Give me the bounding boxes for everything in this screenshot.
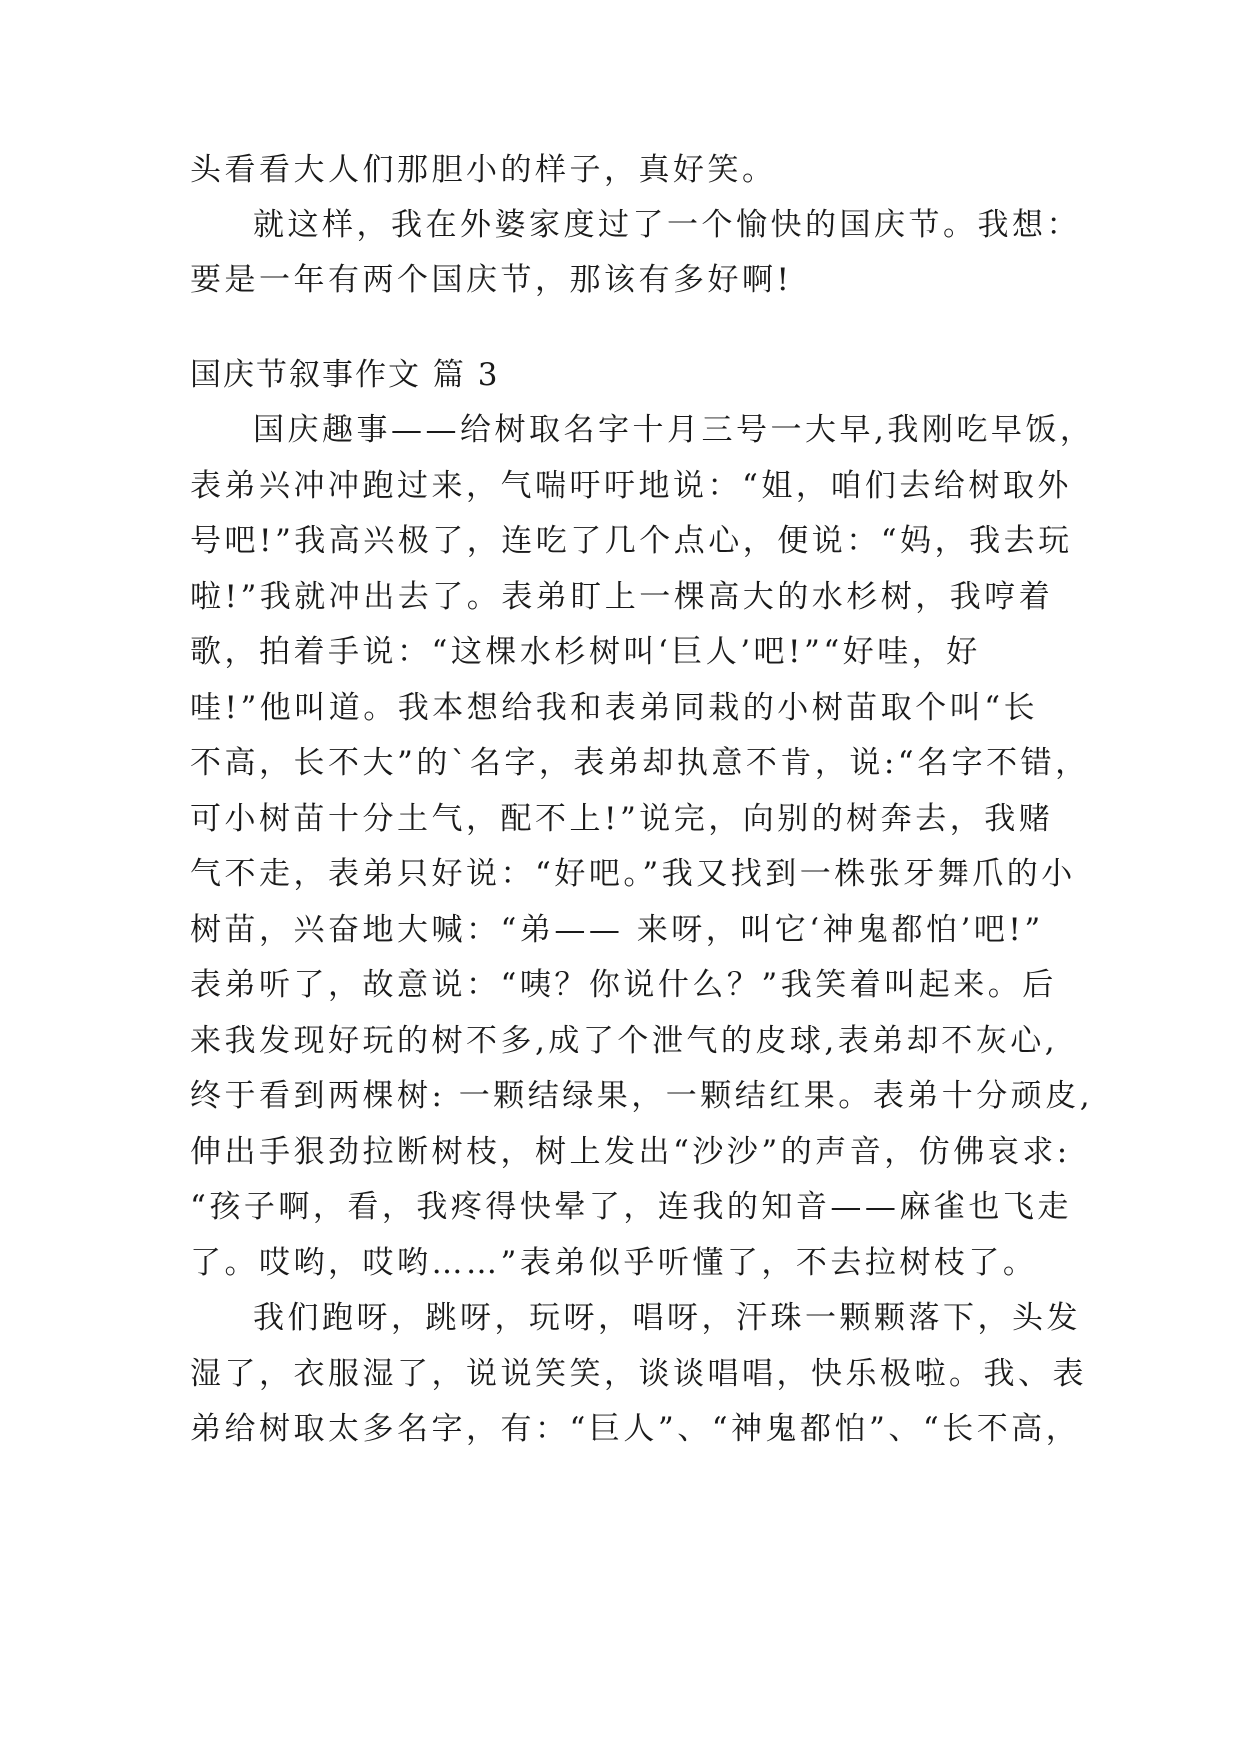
text-line: 可小树苗十分土气，配不上!”说完，向别的树奔去，我赌 bbox=[190, 801, 1054, 837]
text-line: 表弟兴冲冲跑过来，气喘吁吁地说：“姐，咱们去给树取外 bbox=[190, 468, 1072, 504]
text-line: 我们跑呀，跳呀，玩呀，唱呀，汗珠一颗颗落下，头发 bbox=[253, 1300, 1081, 1336]
text-line: “孩子啊，看，我疼得快晕了，连我的知音——麻雀也飞走 bbox=[190, 1189, 1072, 1225]
text-line: 树苗，兴奋地大喊：“弟—— 来呀，叫它‘神鬼都怕’吧!” bbox=[190, 912, 1044, 948]
text-line: 啦!”我就冲出去了。表弟盯上一棵高大的水杉树，我哼着 bbox=[190, 579, 1054, 615]
text-line: 头看看大人们那胆小的样子，真好笑。 bbox=[190, 152, 777, 188]
text-line: 要是一年有两个国庆节，那该有多好啊! bbox=[190, 262, 793, 298]
text-line: 弟给树取太多名字，有：“巨人”、“神鬼都怕”、“长不高， bbox=[190, 1411, 1081, 1447]
text-line: 终于看到两棵树: 一颗结绿果，一颗结红果。表弟十分顽皮, bbox=[190, 1078, 1094, 1114]
text-line: 湿了，衣服湿了，说说笑笑，谈谈唱唱，快乐极啦。我、表 bbox=[190, 1356, 1087, 1392]
text-line: 不高，长不大”的`名字，表弟却执意不肯，说:“名字不错， bbox=[190, 745, 1090, 781]
section-heading: 国庆节叙事作文 篇 3 bbox=[190, 357, 500, 393]
text-line: 气不走，表弟只好说：“好吧。”我又找到一株张牙舞爪的小 bbox=[190, 856, 1076, 892]
text-line: 歌，拍着手说：“这棵水杉树叫‘巨人’吧!”“好哇，好 bbox=[190, 634, 981, 670]
text-line: 就这样，我在外婆家度过了一个愉快的国庆节。我想： bbox=[253, 207, 1081, 243]
text-line: 号吧!”我高兴极了，连吃了几个点心，便说：“妈，我去玩 bbox=[190, 523, 1073, 559]
text-line: 伸出手狠劲拉断树枝，树上发出“沙沙”的声音，仿佛哀求: bbox=[190, 1134, 1071, 1170]
text-line: 了。哎哟，哎哟……”表弟似乎听懂了，不去拉树枝了。 bbox=[190, 1245, 1038, 1281]
text-line: 国庆趣事——给树取名字十月三号一大早,我刚吃早饭， bbox=[253, 412, 1095, 448]
text-line: 表弟听了，故意说：“咦？你说什么？”我笑着叫起来。后 bbox=[190, 967, 1057, 1003]
text-line: 哇!”他叫道。我本想给我和表弟同栽的小树苗取个叫“长 bbox=[190, 690, 1039, 726]
text-line: 来我发现好玩的树不多,成了个泄气的皮球,表弟却不灰心, bbox=[190, 1023, 1059, 1059]
